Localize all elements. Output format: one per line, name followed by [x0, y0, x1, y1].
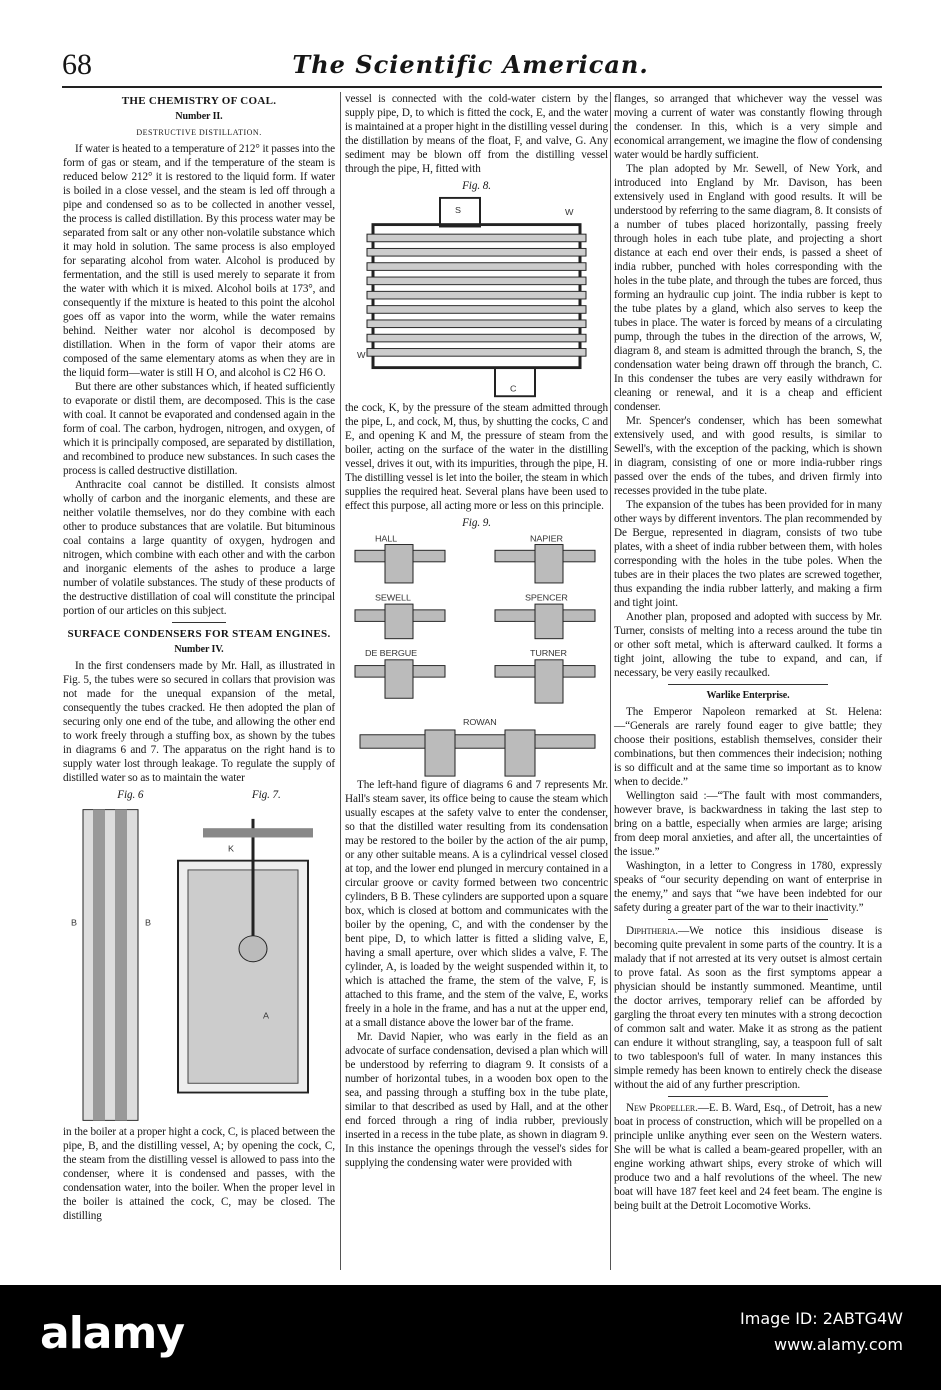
diagram-label: SEWELL	[375, 592, 411, 603]
diagram-label: ROWAN	[463, 717, 497, 728]
paragraph: vessel is connected with the cold-water cistern by the supply pipe, D, to which is fitted the cock, E, and the water is maintained at a proper hight in the distilling vessel during the distillation by means of the float, F, and valve, G. Any sediment may be blown off from the distilling vessel through the pipe, H, fitted with	[345, 93, 608, 175]
svg-text:B: B	[145, 917, 151, 928]
article-title: THE CHEMISTRY OF COAL.	[121, 95, 277, 107]
paragraph: Mr. David Napier, who was early in the field as an advocate of surface condensation, devised a plan which will be understood by referring to diagram 9. It consists of a number of horizontal tubes, in a wooden box open to the sea, and passing through a stuffing box in the tube plate, similar to that described as used by Hall, and at the other end forced through a ring of india rubber, previously inserted in a recess in the tube plate, as shown in diagram 9. In this instance the openings through the vessel's sides for supplying the condensing water were provided with	[345, 1031, 608, 1169]
paragraph	[614, 924, 882, 1092]
diagram-label: DE BERGUE	[365, 648, 418, 658]
condenser-tube	[367, 234, 586, 242]
column-2	[345, 92, 608, 1170]
condenser-tube	[367, 320, 586, 328]
article-number: Number II.	[175, 111, 223, 122]
article-title: SURFACE CONDENSERS FOR STEAM ENGINES.	[67, 628, 331, 640]
lead-in: New Propeller.	[626, 1102, 698, 1114]
paragraph: The left-hand figure of diagrams 6 and 7 represents Mr. Hall's steam saver, its office being to cause the steam which usually escapes at the safety valve to enter the condenser, so that the distilled water resulting from its condensation may be restored to the boiler by the action of the air pump, or any other suitable means. A is a cylindrical vessel closed at top, and the lower end plunged in mercury contained in a circular groove or cavity formed between two concentric cylinders, B B. These cylinders are supported upon a square box, which is closed at bottom and communicates with the boiler by the opening, C, and with the condenser by the bent pipe, D, to which latter is fitted a sliding valve, E, having a small aperture, over which slides a valve, F. The cylinder, A, is loaded by the weight suspended within it, to which is attached the frame, the stem of the valve, F, is attached to this frame, and the stem of the valve, E, works freely in a hole in the frame, and has a nut at the upper end, at a small distance above the lower bar of the frame.	[345, 779, 608, 1029]
divider	[668, 684, 829, 685]
column-1	[63, 92, 335, 1223]
divider	[668, 919, 829, 920]
diagram-label: TURNER	[530, 648, 567, 658]
paragraph: Wellington said :—“The fault with most commanders, however brave, is backwardness in taking the last step to bring on a battle, especially when armies are large; arising from deep moral anxieties, and after all, the uncertainties of the issue.”	[614, 790, 882, 858]
figure-9-illustration	[345, 533, 608, 778]
paragraph: Mr. Spencer's condenser, which has been somewhat extensively used, and with good results, is similar to Sewell's, with the exception of the packing, which is shown in diagram, consisting of one or more india-rubber rings passed over the ends of the tubes, and driven firmly into recesses provided in the tube plate.	[614, 415, 882, 497]
column-divider	[610, 92, 611, 1270]
paragraph: flanges, so arranged that whichever way the vessel was moving a current of water was constantly flowing through the condenser. In this, which is a very simple and economical arrangement, we imagine the flow of condensing water would be hardly sufficient.	[614, 93, 882, 161]
paragraph: The expansion of the tubes has been provided for in many other ways by different inventors. The plan recommended by De Bergue, represented in diagram, consists of two tube plates, with a sheet of india rubber between them, with holes corresponding with the holes in the tube poles. When the tubes are in their places the two plates are screwed together, thus expanding the india rubber latterly, and making a firm and tight joint.	[614, 499, 882, 609]
article-number: Number IV.	[174, 644, 224, 655]
svg-text:B: B	[71, 917, 77, 928]
paragraph-body: —We notice this insidious disease is becoming quite prevalent in some parts of the country. It is a malady that if not arrested at its very outset is almost certain to prove fatal. As soon as the first symptoms appear a physician should be instantly summoned. Meantime, until the doctor arrives, temporary relief can be afforded by gargling the throat every ten minutes with a strong decoction of common salt and water. Make it as strong as the patient can endure it without strangling, say, a teaspoon full of salt to two tablespoon's full of water. In many instances this simple remedy has been known to entirely check the disease without the aid of any further prescription.	[614, 925, 882, 1091]
divider	[172, 622, 226, 623]
lead-in: Diphtheria.	[626, 925, 678, 937]
paragraph	[614, 1101, 882, 1213]
paragraph: The Emperor Napoleon remarked at St. Helena:—“Generals are rarely found eager to give battle; they choose their positions, establish themselves, consider their combinations, but then commences their indecision; nothing is so difficult and at the same time so important as to know when to decide.”	[614, 706, 882, 788]
condenser-tube	[367, 291, 586, 299]
diagram-label: NAPIER	[530, 533, 563, 544]
diagram-label: HALL	[375, 533, 398, 544]
figure-8-illustration	[345, 196, 608, 401]
article-title: Warlike Enterprise.	[706, 690, 790, 701]
paragraph: in the boiler at a proper hight a cock, C, is placed between the pipe, B, and the distilling vessel, A; by opening the cock, C, the steam from the distilling vessel is allowed to pass into the condenser, where it is condensed and passes, with the condensation water, into the boiler. When the proper level in the boiler is attained the cock, C, may be closed. The distilling	[63, 1126, 335, 1222]
paragraph: the cock, K, by the pressure of the steam admitted through the pipe, L, and cock, M, thus, by shutting the cocks, C and E, and opening K and M, the pressure of steam from the boiler, acting on the surface of the water in the distilling vessel, drives it out, with its impurities, through the pipe, H. The distilling vessel is let into the boiler, the steam in which supplies the required heat. Several plans have been used to effect this purpose, all acting more or less on this principle.	[345, 402, 608, 512]
svg-text:W: W	[357, 350, 366, 361]
paragraph: But there are other substances which, if heated sufficiently to evaporate or distil them, are decomposed. This is the case with coal. It cannot be evaporated and condensed again in the form of coal. The carbon, hydrogen, nitrogen, and oxygen, of which it is principally composed, are separated by distillation, and recombined to produce new substances. In such cases the process is called destructive distillation.	[63, 381, 335, 477]
condenser-tube	[367, 277, 586, 285]
watermark-logo: alamy	[40, 1308, 184, 1359]
watermark-url: www.alamy.com	[774, 1335, 903, 1354]
article-subtitle: DESTRUCTIVE DISTILLATION.	[136, 128, 262, 137]
svg-text:W: W	[565, 207, 574, 218]
paragraph: Another plan, proposed and adopted with success by Mr. Turner, consists of melting into a recess around the tube tin or other soft metal, which is afterward caulked. It forms a tight joint, allowing the tube to expand, and can, if necessary, be very easily recaulked.	[614, 611, 882, 679]
page-number: 68	[62, 48, 92, 81]
condenser-tube	[367, 306, 586, 314]
masthead-title: The Scientific American.	[292, 50, 649, 79]
condenser-tube	[367, 349, 586, 357]
svg-text:A: A	[263, 1010, 269, 1021]
column-divider	[340, 92, 341, 1270]
condenser-tube	[367, 263, 586, 271]
paragraph: Washington, in a letter to Congress in 1780, expressly speaks of “our security depending on want of enterprise in the enemy,” and says that “we have been indebted for our safety during a greater part of the war to their inactivity.”	[614, 860, 882, 914]
figure-6-7-illustration	[63, 805, 335, 1125]
watermark-info	[740, 1306, 903, 1358]
svg-text:K: K	[228, 843, 234, 854]
paragraph: Anthracite coal cannot be distilled. It consists almost wholly of carbon and the inorganic elements, and these are neither volatile themselves, nor do they combine with each other to produce substances that are volatile. But bituminous coal contains a large quantity of oxygen, hydrogen and nitrogen, which combine with each other and with the carbon and inorganic elements of the ashes to produce a large number of volatile substances. The study of these products of the destructive distillation of coal will constitute the principal portion of our articles on this subject.	[63, 479, 335, 617]
diagram-label: SPENCER	[525, 592, 568, 603]
figure-caption: Fig. 6	[117, 789, 144, 801]
svg-text:S: S	[455, 205, 461, 216]
figure-caption: Fig. 9.	[462, 517, 491, 529]
condenser-tube	[367, 334, 586, 342]
figure-caption: Fig. 8.	[462, 180, 491, 192]
paragraph-body: —E. B. Ward, Esq., of Detroit, has a new boat in process of construction, which will be propelled on a principle unlike anything ever seen on the Western waters. She will be what is called a beam-geared propeller, with an engine working athwart ships, every stroke of which will produce two and a half revolutions of the wheel. The new boat will have 187 feet keel and 24 feet beam. The engine is being built at the Detroit Locomotive Works.	[614, 1102, 882, 1212]
paragraph: If water is heated to a temperature of 212° it passes into the form of gas or steam, and if the temperature of the steam is reduced below 212° it is restored to the liquid form. If water is boiled in a close vessel, and the steam is led off through a pipe and condensed so as to be collected in another vessel, the process is called distillation. By this process water may be separated from salt or any other non-volatile substance which it may hold in solution. The same process is also employed for separating alcohol from water. Alcohol is produced by fermentation, and the still is used merely to separate it from the water with which it is mixed. Alcohol boils at 173°, and consequently if the mixture is heated to this point the alcohol goes off as vapor into the worm, while the water remains behind. Neither water nor alcohol is decomposed by distillation. When in the form of vapor their atoms are composed of the same elementary atoms as when they are in the liquid form—water is still H O, and alcohol is C2 H6 O.	[63, 143, 335, 379]
column-3	[614, 92, 882, 1213]
paragraph: In the first condensers made by Mr. Hall, as illustrated in Fig. 5, the tubes were so secured in collars that provision was not made for the unequal expansion of the metal, consequently the tubes cracked. He then adopted the plan of securing only one end of the tube, and allowing the other end to work freely through a stuffing box, as shown by the tubes in diagrams 6 and 7. The apparatus on the right hand is to supply water lost through leakage. To regulate the supply of distilled water so as to maintain the water	[63, 660, 335, 784]
condenser-tube	[367, 248, 586, 256]
paragraph: The plan adopted by Mr. Sewell, of New York, and introduced into England by Mr. Davison, has been extensively used in England with good results. It will be understood by referring to the same diagram, 8. It consists of a number of tubes placed horizontally, passing freely through holes in each tube plate, and projecting a short distance at each end over their ends, is passed a sheet of india rubber, punched with holes corresponding with the holes in the tube plate, and through the tubes are forced, thus forming an hydraulic cup joint. The india rubber is kept to the tube plates by a gland, which also serves to keep the tubes in place. The water is forced by means of a circulating pump, through the tubes in the direction of the arrows, W, diagram 8, and steam is admitted through the branch, S, the condensation water being drawn off through the branch, C. In this condenser the tubes are very easily withdrawn for cleaning or renewal, and it is a cheap and efficient condenser.	[614, 163, 882, 413]
image-id: Image ID: 2ABTG4W	[740, 1309, 903, 1328]
header-rule	[62, 86, 882, 88]
figure-caption: Fig. 7.	[251, 789, 281, 801]
divider	[668, 1096, 829, 1097]
svg-text:C: C	[510, 383, 517, 394]
